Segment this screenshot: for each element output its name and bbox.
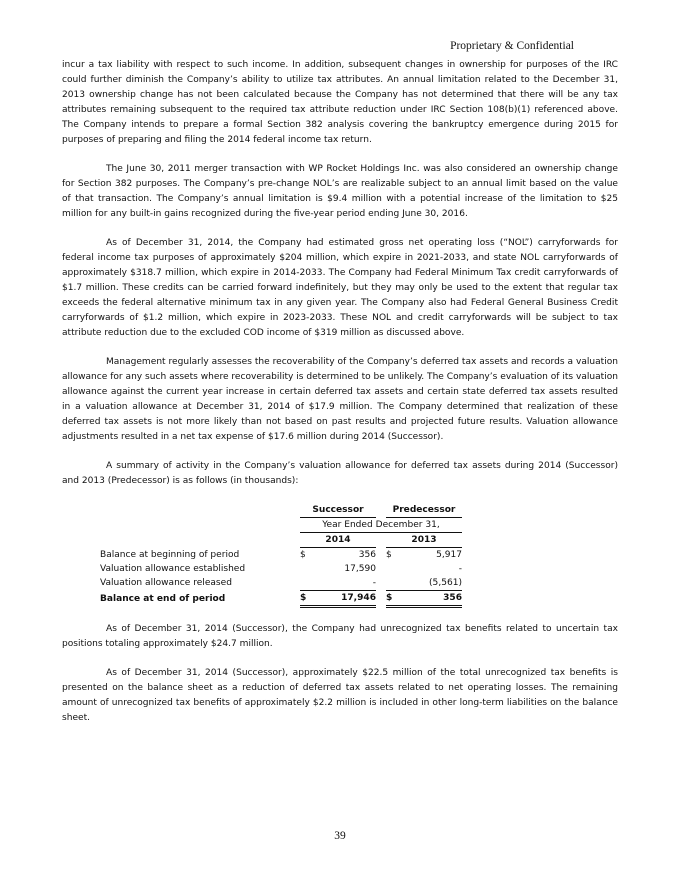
period-header: Year Ended December 31, [300,518,462,533]
year-predecessor: 2013 [386,533,462,548]
page-number: 39 [334,830,346,842]
paragraph-3: As of December 31, 2014, the Company had estimated gross net operating loss (“NOL”) carryforwards for federal income tax purposes of approximately $204 million, which expire in 2021-2033, and state NOL carryforwards of approximately $318.7 million, which expire in 2014-2033. The Company had Federal Minimum Tax credit carryforwards of $1.7 million. These credits can be carried forward indefinitely, but they may only be used to the extent that regular tax exceeds the federal alternative minimum tax in any given year. The Company also had Federal General Business Credit carryforwards of $1.2 million, which expire in 2023-2033. These NOL and credit carryforwards will be subject to tax attribute reduction due to the excluded COD income of $319 million as discussed above. [62,238,618,338]
table-total-row: Balance at end of period $ 17,946 $ 356 [100,591,462,607]
predecessor-header: Predecessor [386,503,462,518]
paragraph-7: As of December 31, 2014 (Successor), approximately $22.5 million of the total unrecognized tax benefits is presented on the balance sheet as a reduction of deferred tax assets related to net operating losses. The remaining amount of unrecognized tax benefits of approximately $2.2 million is included in other long-term liabilities on the balance sheet. [62,668,618,723]
table-period-row [100,518,462,533]
successor-header: Successor [300,503,376,518]
paragraph-2: The June 30, 2011 merger transaction with WP Rocket Holdings Inc. was also considered an ownership change for Section 382 purposes. The Company’s pre-change NOL’s are realizable subject to an annual limit based on the value of that transaction. The Company’s annual limitation is $9.4 million with a potential increase of the limitation to $25 million for any built-in gains recognized during the five-year period ending June 30, 2016. [62,164,618,219]
paragraph-1: incur a tax liability with respect to such income. In addition, subsequent changes in ownership for purposes of the IRC could further diminish the Company’s ability to utilize tax attributes. An annual limitation related to the December 31, 2013 ownership change has not been calculated because the Company has not determined that there will be any tax attributes remaining subsequent to the required tax attribute reduction under IRC Section 108(b)(1) referenced above. The Company intends to prepare a formal Section 382 analysis covering the bankruptcy emergence during 2015 for purposes of preparing and filing the 2014 federal income tax return. [62,60,618,145]
table-row: Balance at beginning of period $ 356 $ 5,917 [100,549,462,560]
table-year-row [100,533,462,548]
valuation-allowance-table [100,503,462,608]
paragraph-6: As of December 31, 2014 (Successor), the Company had unrecognized tax benefits related to uncertain tax positions totaling approximately $24.7 million. [62,624,618,649]
confidential-header: Proprietary & Confidential [450,40,574,52]
year-successor: 2014 [300,533,376,548]
paragraph-5: A summary of activity in the Company’s valuation allowance for deferred tax assets during 2014 (Successor) and 2013 (Predecessor) is as follows (in thousands): [62,461,618,486]
table-header-row [100,503,462,518]
table-row: Valuation allowance released - (5,561) [100,578,462,589]
paragraph-4: Management regularly assesses the recoverability of the Company’s deferred tax assets and records a valuation allowance for any such assets where recoverability is determined to be unlikely. The Company’s evaluation of its valuation allowance against the current year increase in certain deferred tax assets and certain state deferred tax assets resulted in a valuation allowance at December 31, 2014 of $17.9 million. The Company determined that realization of these deferred tax assets is not more likely than not based on past results and projected future results. Valuation allowance adjustments resulted in a net tax expense of $17.6 million during 2014 (Successor). [62,357,618,442]
table-row: Valuation allowance established 17,590 - [100,564,462,574]
body-text [62,58,618,740]
